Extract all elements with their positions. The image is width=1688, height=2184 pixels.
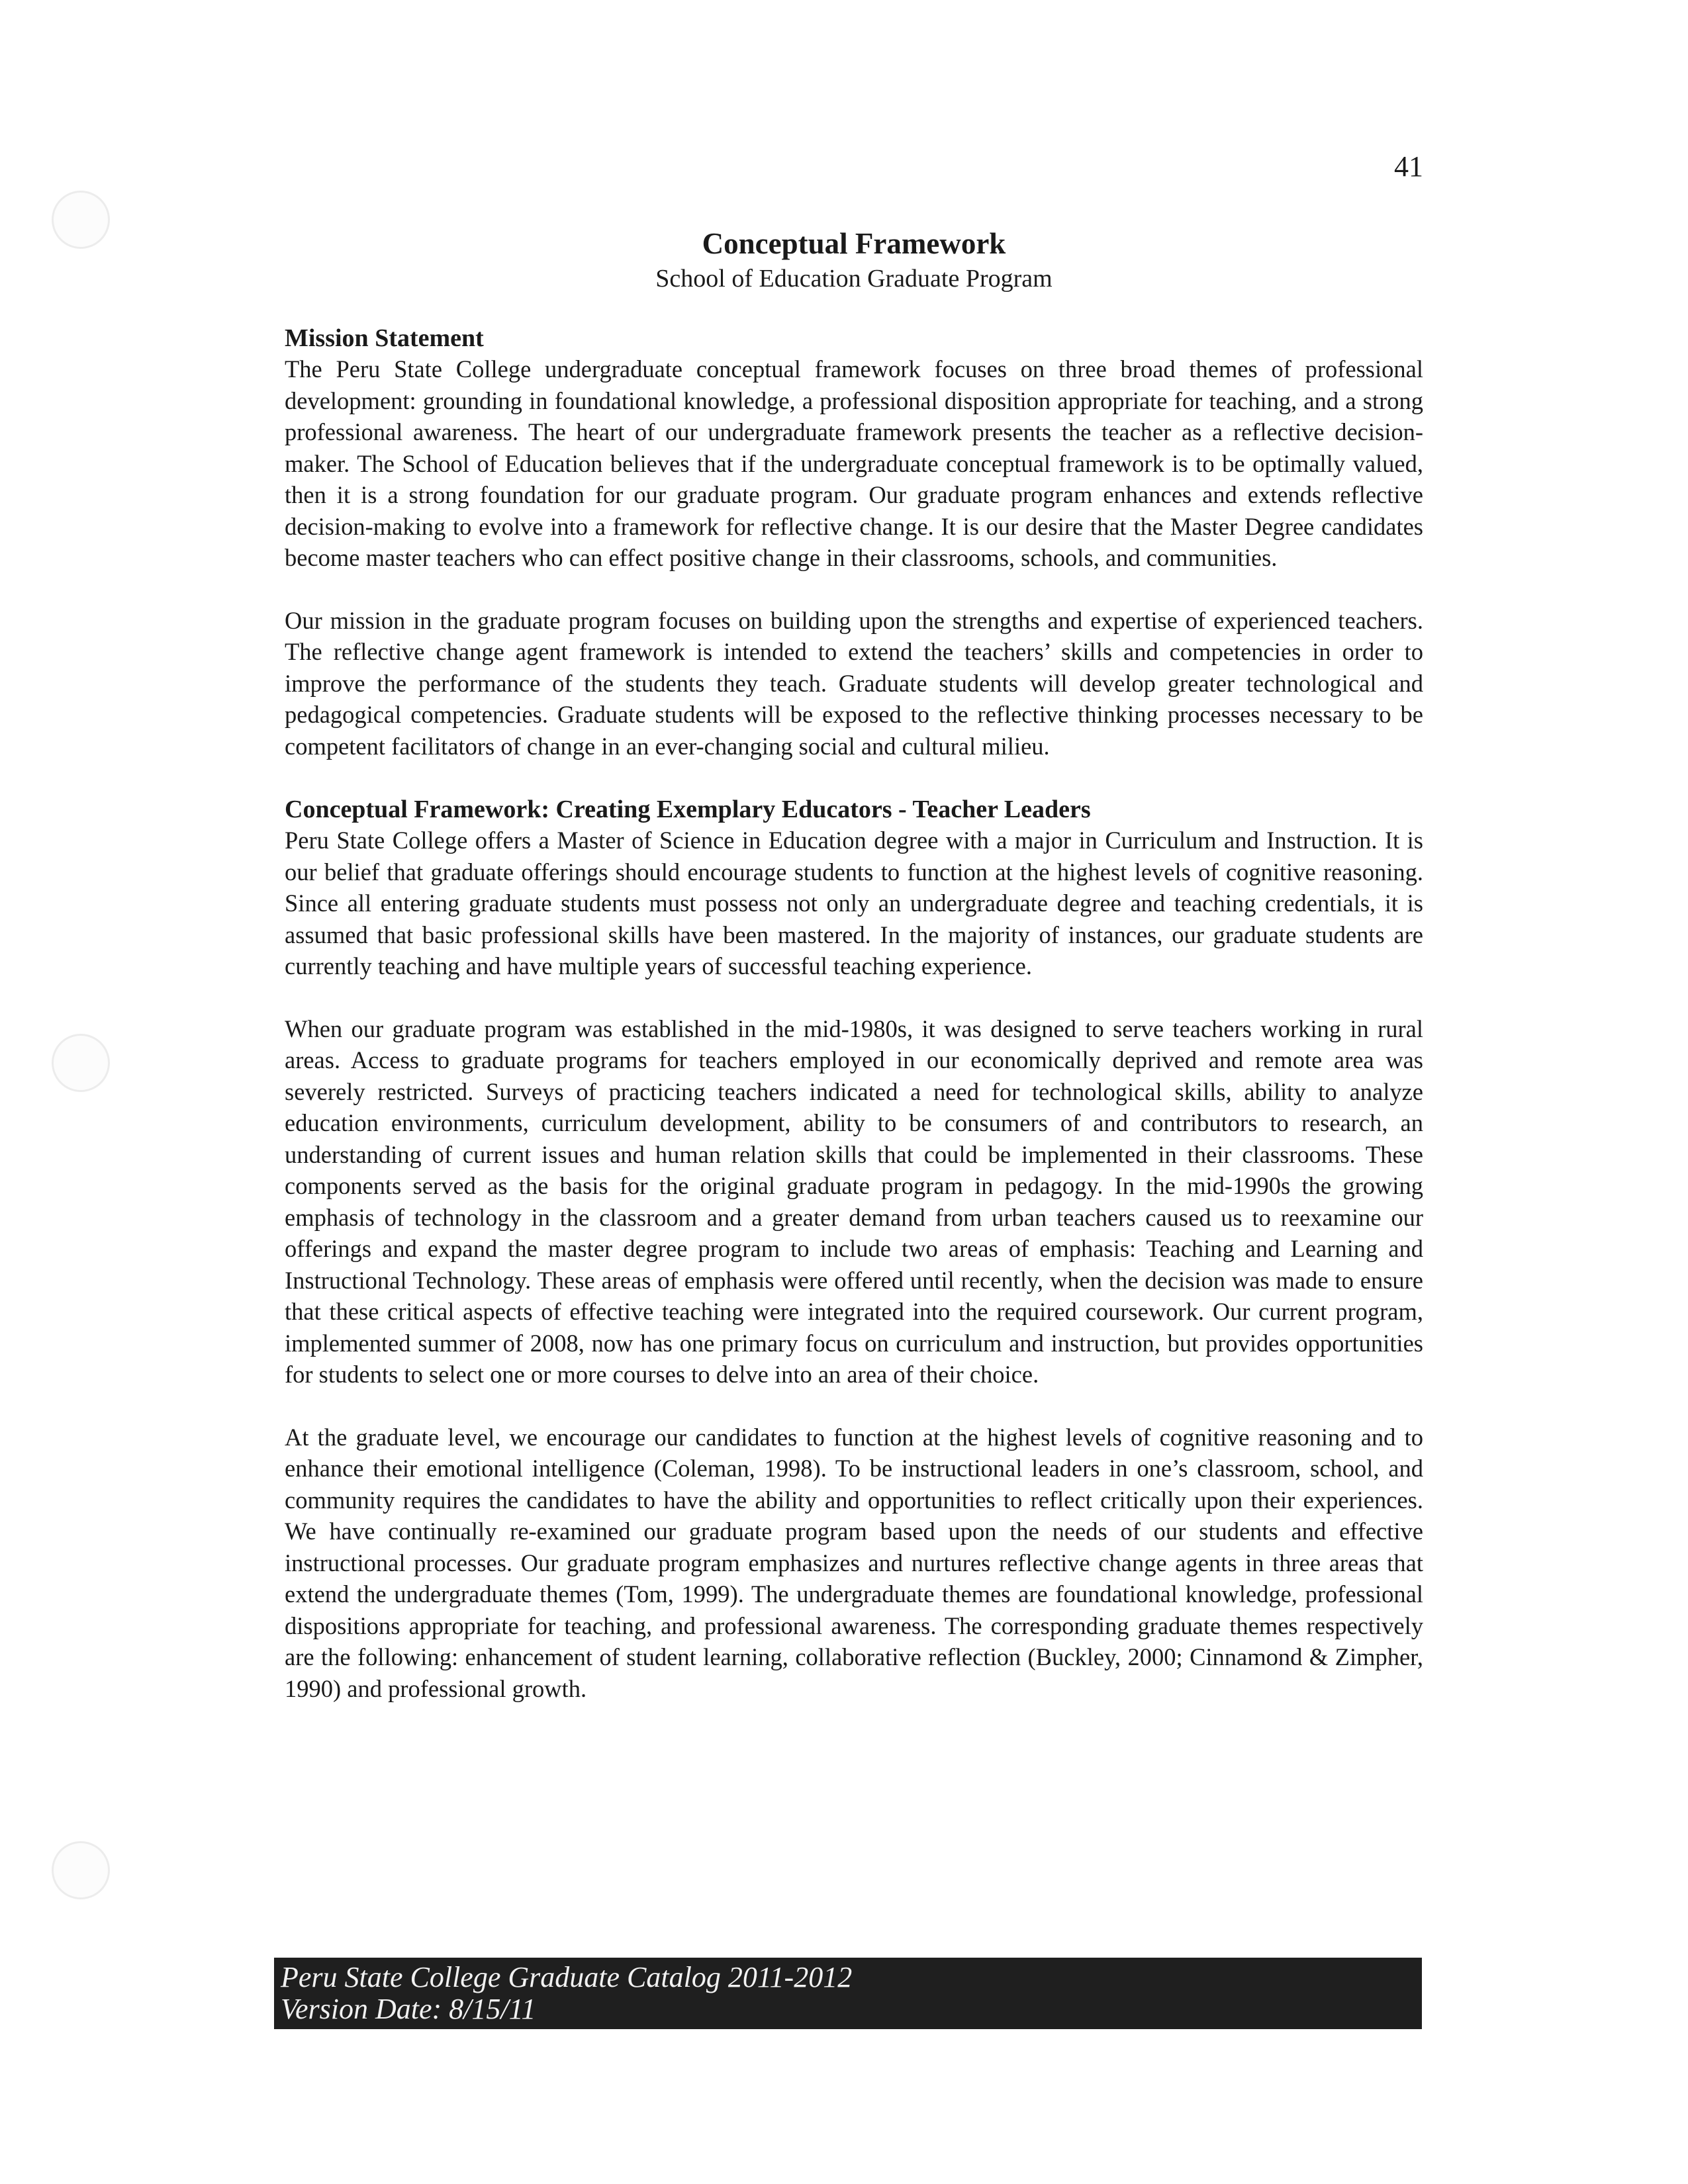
page-subtitle: School of Education Graduate Program bbox=[655, 265, 1053, 293]
punch-hole bbox=[52, 191, 110, 249]
paragraph: When our graduate program was established in the mid-1980s, it was designed to serve teachers working in rural areas. Access to graduate programs for teachers employed in our economically deprived and remote area was severely restricted. Surveys of practicing teachers indicated a need for technological skills, ability to analyze education environments, curriculum development, ability to be consumers of and contributors to research, an understanding of current issues and human relation skills that could be implemented in their classrooms. These components served as the basis for the original graduate program in pedagogy. In the mid-1990s the growing emphasis of technology in the classroom and a greater demand from urban teachers caused us to reexamine our offerings and expand the master degree program to include two areas of emphasis: Teaching and Learning and Instructional Technology. These areas of emphasis were offered until recently, when the decision was made to ensure that these critical aspects of effective teaching were integrated into the required coursework. Our current program, implemented summer of 2008, now has one primary focus on curriculum and instruction, but provides opportunities for students to select one or more courses to delve into an area of their choice. bbox=[285, 1015, 1423, 1388]
section-conceptual-framework bbox=[285, 794, 1423, 1704]
catalog-footer-banner bbox=[274, 1958, 1422, 2029]
section-heading: Mission Statement bbox=[285, 324, 484, 352]
section-heading: Conceptual Framework: Creating Exemplary Educators - Teacher Leaders bbox=[285, 796, 1091, 823]
page-title: Conceptual Framework bbox=[702, 227, 1006, 260]
footer-version-date: Version Date: 8/15/11 bbox=[281, 1993, 536, 2025]
title-block bbox=[285, 225, 1423, 295]
page-number: 41 bbox=[1394, 150, 1423, 183]
paragraph: Our mission in the graduate program focuses on building upon the strengths and expertise of experienced teachers. The reflective change agent framework is intended to extend the teachers’ skills and competencies in order to improve the performance of the students they teach. Graduate students will develop greater technological and pedagogical competencies. Graduate students will be exposed to the reflective thinking processes necessary to be competent facilitators of change in an ever-changing social and cultural milieu. bbox=[285, 606, 1423, 760]
paragraph: The Peru State College undergraduate conceptual framework focuses on three broad themes of professional development: grounding in foundational knowledge, a professional disposition appropriate for teaching, and a strong professional awareness. The heart of our undergraduate framework presents the teacher as a reflective decision-maker. The School of Education believes that if the undergraduate conceptual framework is to be optimally valued, then it is a strong foundation for our graduate program. Our graduate program enhances and extends reflective decision-making to evolve into a framework for reflective change. It is our desire that the Master Degree candidates become master teachers who can effect positive change in their classrooms, schools, and communities. bbox=[285, 355, 1423, 571]
document-body bbox=[285, 323, 1423, 1735]
section-mission-statement bbox=[285, 323, 1423, 762]
footer-catalog-title: Peru State College Graduate Catalog 2011-2012 bbox=[281, 1961, 853, 1993]
punch-hole bbox=[52, 1034, 110, 1092]
paragraph: Peru State College offers a Master of Science in Education degree with a major in Curriculum and Instruction. It is our belief that graduate offerings should encourage students to function at the highest levels of cognitive reasoning. Since all entering graduate students must possess not only an undergraduate degree and teaching credentials, it is assumed that basic professional skills have been mastered. In the majority of instances, our graduate students are currently teaching and have multiple years of successful teaching experience. bbox=[285, 827, 1423, 979]
punch-hole bbox=[52, 1841, 110, 1899]
paragraph: At the graduate level, we encourage our candidates to function at the highest levels of cognitive reasoning and to enhance their emotional intelligence (Coleman, 1998). To be instructional leaders in one’s classroom, school, and community requires the candidates to have the ability and opportunities to reflect critically upon their experiences. We have continually re-examined our graduate program based upon the needs of our students and effective instructional processes. Our graduate program emphasizes and nurtures reflective change agents in three areas that extend the undergraduate themes (Tom, 1999). The undergraduate themes are foundational knowledge, professional dispositions appropriate for teaching, and professional awareness. The corresponding graduate themes respectively are the following: enhancement of student learning, collaborative reflection (Buckley, 2000; Cinnamond & Zimpher, 1990) and professional growth. bbox=[285, 1423, 1423, 1702]
